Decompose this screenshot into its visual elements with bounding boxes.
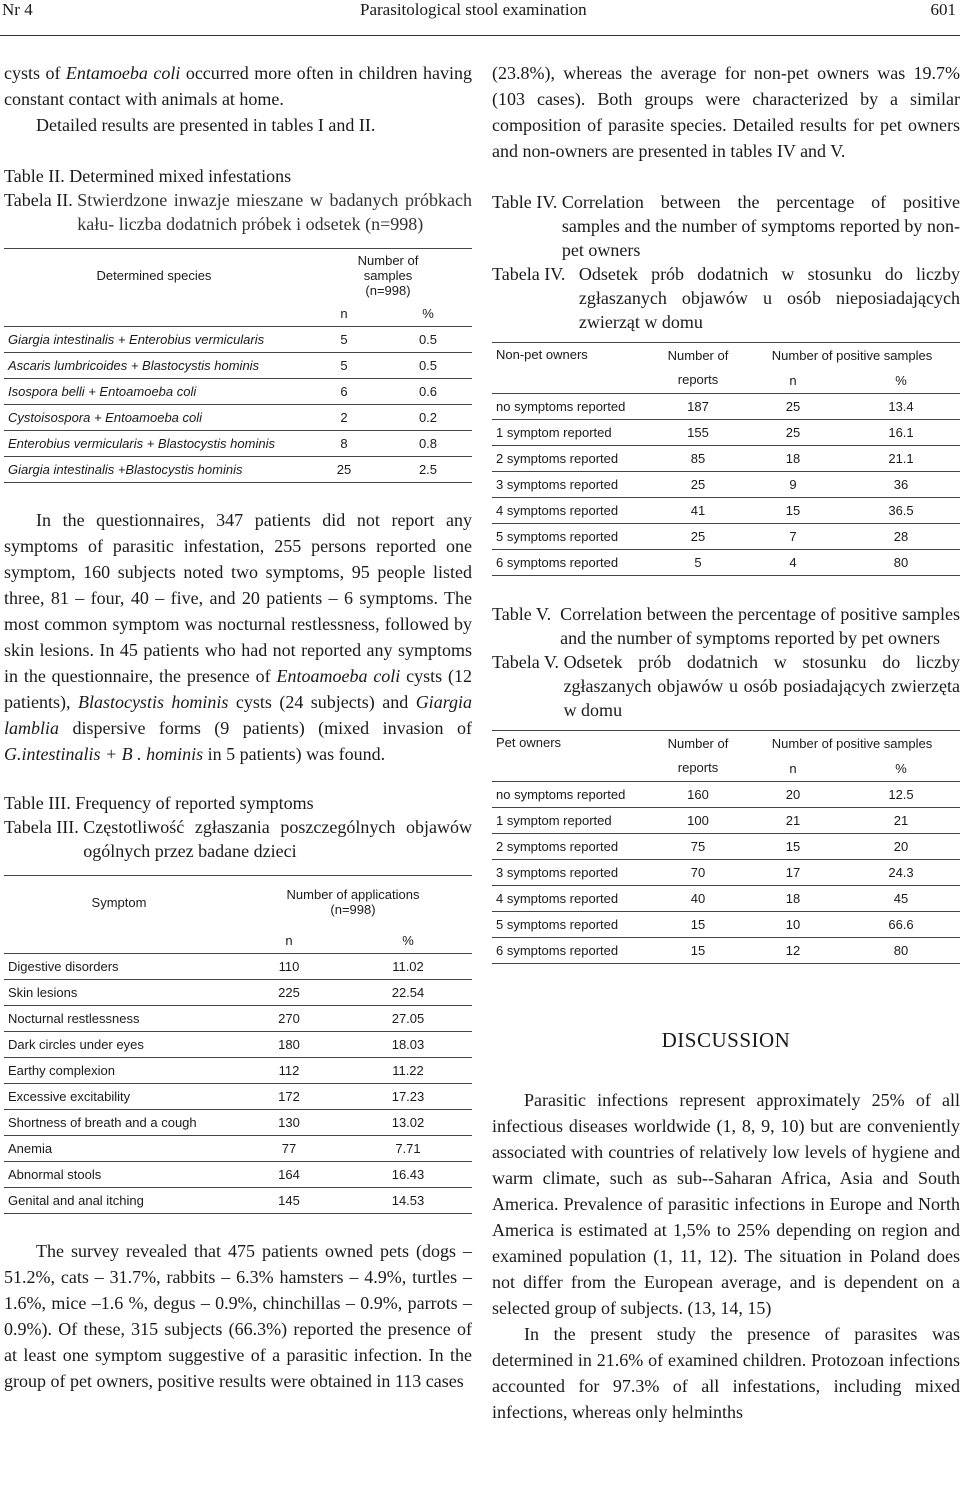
table-row xyxy=(492,524,960,550)
survey-paragraph: The survey revealed that 475 patients owned pets (dogs – 51.2%, cats – 31.7%, rabbits – 6.3% hamsters – 4.9%, turtles – 1.6%, mice –1.6 %, degus – 0.9%, chinchillas – 0.9%, parrots – 0.9%). Of these, 315 subjects (66.3%) reported the presence of at least one symptom suggestive of a parasitic infection. In the group of pet owners, positive results were obtained in 113 cases xyxy=(4,1241,472,1391)
col-head-group: Pet owners xyxy=(492,731,652,782)
table-row xyxy=(4,353,472,379)
table-row xyxy=(4,1162,472,1188)
n-cell: 10 xyxy=(744,912,842,938)
symptom-cell: Digestive disorders xyxy=(4,954,234,980)
species-cell: Giargia intestinalis + Enterobius vermicularis xyxy=(4,327,304,353)
n-cell: 6 xyxy=(304,379,384,405)
pct-cell: 28 xyxy=(842,524,960,550)
pct-cell: 0.5 xyxy=(384,327,472,353)
pct-cell: 0.6 xyxy=(384,379,472,405)
label-cell: 6 symptoms reported xyxy=(492,938,652,964)
reports-cell: 15 xyxy=(652,912,744,938)
col-head-positive: Number of positive samples xyxy=(744,343,960,369)
label-cell: 4 symptoms reported xyxy=(492,886,652,912)
col-head-pct: % xyxy=(422,306,434,321)
reports-cell: 155 xyxy=(652,420,744,446)
pct-cell: 80 xyxy=(842,938,960,964)
pct-cell: 18.03 xyxy=(344,1032,472,1058)
table-2 xyxy=(4,248,472,483)
table-row xyxy=(4,379,472,405)
pct-cell: 80 xyxy=(842,550,960,576)
col-head-n: n xyxy=(789,761,797,776)
table-row xyxy=(4,405,472,431)
symptom-cell: Dark circles under eyes xyxy=(4,1032,234,1058)
table-row xyxy=(492,860,960,886)
header-rule xyxy=(0,35,960,36)
pct-cell: 0.8 xyxy=(384,431,472,457)
symptom-cell: Anemia xyxy=(4,1136,234,1162)
col-head-pct: % xyxy=(402,933,414,948)
pct-cell: 14.53 xyxy=(344,1188,472,1214)
table-row xyxy=(492,938,960,964)
n-cell: 21 xyxy=(744,808,842,834)
species-cell: Isospora belli + Entoamoeba coli xyxy=(4,379,304,405)
col-head-n: n xyxy=(285,933,293,948)
n-cell: 180 xyxy=(234,1032,344,1058)
pct-cell: 20 xyxy=(842,834,960,860)
pct-cell: 45 xyxy=(842,886,960,912)
pct-cell: 16.43 xyxy=(344,1162,472,1188)
col-head-species: Determined species xyxy=(4,249,304,302)
table-row xyxy=(4,1084,472,1110)
reports-cell: 85 xyxy=(652,446,744,472)
species-cell: Ascaris lumbricoides + Blastocystis hominis xyxy=(4,353,304,379)
reports-cell: 25 xyxy=(652,524,744,550)
pct-cell: 12.5 xyxy=(842,782,960,808)
table5-caption-pl: Tabela V. Odsetek prób dodatnich w stosunku do liczby zgłaszanych objawów u osób posiadających zwierzęta w domu xyxy=(492,652,960,720)
label-cell: 1 symptom reported xyxy=(492,420,652,446)
table-row xyxy=(492,550,960,576)
table-row xyxy=(492,782,960,808)
col-head-positive: Number of positive samples xyxy=(744,731,960,757)
discussion-paragraph-1: Parasitic infections represent approximately 25% of all infectious diseases worldwide (1, 8, 9, 10) but are conveniently associated with countries of relatively low levels of hygiene and warm climate, such as sub--Saharan Africa, Asia and South America. Prevalence of parasitic infections in Europe and North America is estimated at 1,5% to 25% depending on region and examined population (1, 11, 12). The situation in Poland does not differ from the European average, and is dependent on a selected group of subjects. (13, 14, 15) xyxy=(492,1090,960,1318)
pct-cell: 22.54 xyxy=(344,980,472,1006)
pct-cell: 21 xyxy=(842,808,960,834)
n-cell: 270 xyxy=(234,1006,344,1032)
table-row xyxy=(492,446,960,472)
table-row xyxy=(4,1188,472,1214)
table-row xyxy=(4,1136,472,1162)
pct-cell: 0.5 xyxy=(384,353,472,379)
pct-cell: 21.1 xyxy=(842,446,960,472)
table-row xyxy=(4,954,472,980)
pct-cell: 0.2 xyxy=(384,405,472,431)
table2-caption-pl: Tabela II. Stwierdzone inwazje mieszane w badanych próbkach kału- liczba dodatnich próbek i odsetek (n=998) xyxy=(4,190,472,234)
species-cell: Enterobius vermicularis + Blastocystis hominis xyxy=(4,431,304,457)
pct-cell: 16.1 xyxy=(842,420,960,446)
symptom-cell: Skin lesions xyxy=(4,980,234,1006)
table-row xyxy=(492,912,960,938)
col-head-reports: Number of reports xyxy=(652,343,744,394)
label-cell: 4 symptoms reported xyxy=(492,498,652,524)
discussion-paragraph-2: In the present study the presence of parasites was determined in 21.6% of examined children. Protozoan infections accounted for 97.3% of all infestations, including mixed infections, whereas only helminths xyxy=(492,1324,960,1422)
symptom-cell: Abnormal stools xyxy=(4,1162,234,1188)
n-cell: 15 xyxy=(744,498,842,524)
symptom-cell: Excessive excitability xyxy=(4,1084,234,1110)
col-head-group: Non-pet owners xyxy=(492,343,652,394)
n-cell: 172 xyxy=(234,1084,344,1110)
intro-paragraph: cysts of Entamoeba coli occurred more often in children having constant contact with animals at home. xyxy=(4,63,472,109)
label-cell: no symptoms reported xyxy=(492,394,652,420)
n-cell: 130 xyxy=(234,1110,344,1136)
table-row xyxy=(492,472,960,498)
table5-caption-en: Table V. Correlation between the percentage of positive samples and the number of symptoms reported by pet owners xyxy=(492,604,960,648)
reports-cell: 75 xyxy=(652,834,744,860)
pct-cell: 13.02 xyxy=(344,1110,472,1136)
running-header xyxy=(0,0,960,34)
n-cell: 17 xyxy=(744,860,842,886)
n-cell: 8 xyxy=(304,431,384,457)
col-head-samples: Number of samples (n=998) xyxy=(304,249,472,302)
col-head-applications: Number of applications (n=998) xyxy=(234,876,472,929)
table-row xyxy=(492,498,960,524)
right-column xyxy=(492,60,960,1425)
table-5 xyxy=(492,730,960,964)
pct-cell: 66.6 xyxy=(842,912,960,938)
table-row xyxy=(4,980,472,1006)
table-row xyxy=(4,1058,472,1084)
n-cell: 225 xyxy=(234,980,344,1006)
n-cell: 9 xyxy=(744,472,842,498)
reports-cell: 41 xyxy=(652,498,744,524)
n-cell: 112 xyxy=(234,1058,344,1084)
table-row xyxy=(4,1006,472,1032)
table4-caption-en: Table IV. Correlation between the percentage of positive samples and the number of symptoms reported by non-pet owners xyxy=(492,192,960,260)
table3-caption-pl: Tabela III. Częstotliwość zgłaszania poszczególnych objawów ogólnych przez badane dzieci xyxy=(4,817,472,861)
pct-cell: 24.3 xyxy=(842,860,960,886)
reports-cell: 15 xyxy=(652,938,744,964)
n-cell: 77 xyxy=(234,1136,344,1162)
table-row xyxy=(4,1110,472,1136)
pct-cell: 7.71 xyxy=(344,1136,472,1162)
reports-cell: 40 xyxy=(652,886,744,912)
symptom-cell: Nocturnal restlessness xyxy=(4,1006,234,1032)
table-row xyxy=(492,420,960,446)
species-cell: Giargia intestinalis +Blastocystis hominis xyxy=(4,457,304,483)
page-number: 601 xyxy=(930,0,956,19)
pct-cell: 13.4 xyxy=(842,394,960,420)
questionnaire-paragraph: In the questionnaires, 347 patients did not report any symptoms of parasitic infestation, 255 persons reported one symptom, 160 subjects noted two symptoms, 95 people listed three, 81 – four, 40 – five, and 20 patients – 6 symptoms. The most common symptom was nocturnal restlessness, followed by skin lesions. In 45 patients who had not reported any symptoms in the questionnaire, the presence of Entoamoeba coli cysts (12 patients), Blastocystis hominis cysts (24 subjects) and Giargia lamblia dispersive forms (9 patients) (mixed invasion of G.intestinalis + B . hominis in 5 patients) was found. xyxy=(4,510,473,764)
symptom-cell: Genital and anal itching xyxy=(4,1188,234,1214)
pct-cell: 17.23 xyxy=(344,1084,472,1110)
col-head-symptom: Symptom xyxy=(4,876,234,929)
table2-caption-en: Table II. Determined mixed infestations xyxy=(4,166,292,186)
pct-cell: 2.5 xyxy=(384,457,472,483)
discussion-heading: DISCUSSION xyxy=(661,1028,791,1052)
pct-cell: 36 xyxy=(842,472,960,498)
n-cell: 145 xyxy=(234,1188,344,1214)
pct-cell: 27.05 xyxy=(344,1006,472,1032)
reports-cell: 70 xyxy=(652,860,744,886)
n-cell: 25 xyxy=(744,394,842,420)
n-cell: 20 xyxy=(744,782,842,808)
n-cell: 164 xyxy=(234,1162,344,1188)
reports-cell: 187 xyxy=(652,394,744,420)
label-cell: 2 symptoms reported xyxy=(492,446,652,472)
label-cell: 3 symptoms reported xyxy=(492,860,652,886)
label-cell: 5 symptoms reported xyxy=(492,912,652,938)
table-row xyxy=(4,457,472,483)
continued-paragraph: (23.8%), whereas the average for non-pet owners was 19.7% (103 cases). Both groups were characterized by a similar composition of parasite species. Detailed results for pet owners and non-owners are presented in tables IV and V. xyxy=(492,63,960,161)
issue-number: Nr 4 xyxy=(2,0,33,19)
table3-caption-en: Table III. Frequency of reported symptoms xyxy=(4,793,314,813)
intro-paragraph-2: Detailed results are presented in tables I and II. xyxy=(36,115,376,135)
left-column xyxy=(4,60,472,1394)
pct-cell: 36.5 xyxy=(842,498,960,524)
table-row xyxy=(492,834,960,860)
label-cell: 5 symptoms reported xyxy=(492,524,652,550)
table-row xyxy=(492,886,960,912)
table-4 xyxy=(492,342,960,576)
table-row xyxy=(492,808,960,834)
table-row xyxy=(4,431,472,457)
reports-cell: 5 xyxy=(652,550,744,576)
table-row xyxy=(4,1032,472,1058)
label-cell: 6 symptoms reported xyxy=(492,550,652,576)
n-cell: 4 xyxy=(744,550,842,576)
col-head-n: n xyxy=(789,373,797,388)
table4-caption-pl: Tabela IV. Odsetek prób dodatnich w stosunku do liczby zgłaszanych objawów u osób nieposiadających zwierząt w domu xyxy=(492,264,960,332)
n-cell: 110 xyxy=(234,954,344,980)
table-row xyxy=(492,394,960,420)
symptom-cell: Shortness of breath and a cough xyxy=(4,1110,234,1136)
pct-cell: 11.22 xyxy=(344,1058,472,1084)
col-head-pct: % xyxy=(895,373,907,388)
reports-cell: 160 xyxy=(652,782,744,808)
label-cell: no symptoms reported xyxy=(492,782,652,808)
reports-cell: 25 xyxy=(652,472,744,498)
n-cell: 18 xyxy=(744,446,842,472)
n-cell: 7 xyxy=(744,524,842,550)
n-cell: 25 xyxy=(744,420,842,446)
label-cell: 1 symptom reported xyxy=(492,808,652,834)
col-head-pct: % xyxy=(895,761,907,776)
reports-cell: 100 xyxy=(652,808,744,834)
species-cell: Cystoisospora + Entoamoeba coli xyxy=(4,405,304,431)
label-cell: 3 symptoms reported xyxy=(492,472,652,498)
running-title: Parasitological stool examination xyxy=(360,0,587,19)
table-row xyxy=(4,327,472,353)
n-cell: 2 xyxy=(304,405,384,431)
n-cell: 12 xyxy=(744,938,842,964)
n-cell: 5 xyxy=(304,353,384,379)
symptom-cell: Earthy complexion xyxy=(4,1058,234,1084)
col-head-reports: Number of reports xyxy=(652,731,744,782)
n-cell: 15 xyxy=(744,834,842,860)
pct-cell: 11.02 xyxy=(344,954,472,980)
col-head-n: n xyxy=(340,306,348,321)
label-cell: 2 symptoms reported xyxy=(492,834,652,860)
n-cell: 5 xyxy=(304,327,384,353)
n-cell: 25 xyxy=(304,457,384,483)
n-cell: 18 xyxy=(744,886,842,912)
table-3 xyxy=(4,875,472,1214)
